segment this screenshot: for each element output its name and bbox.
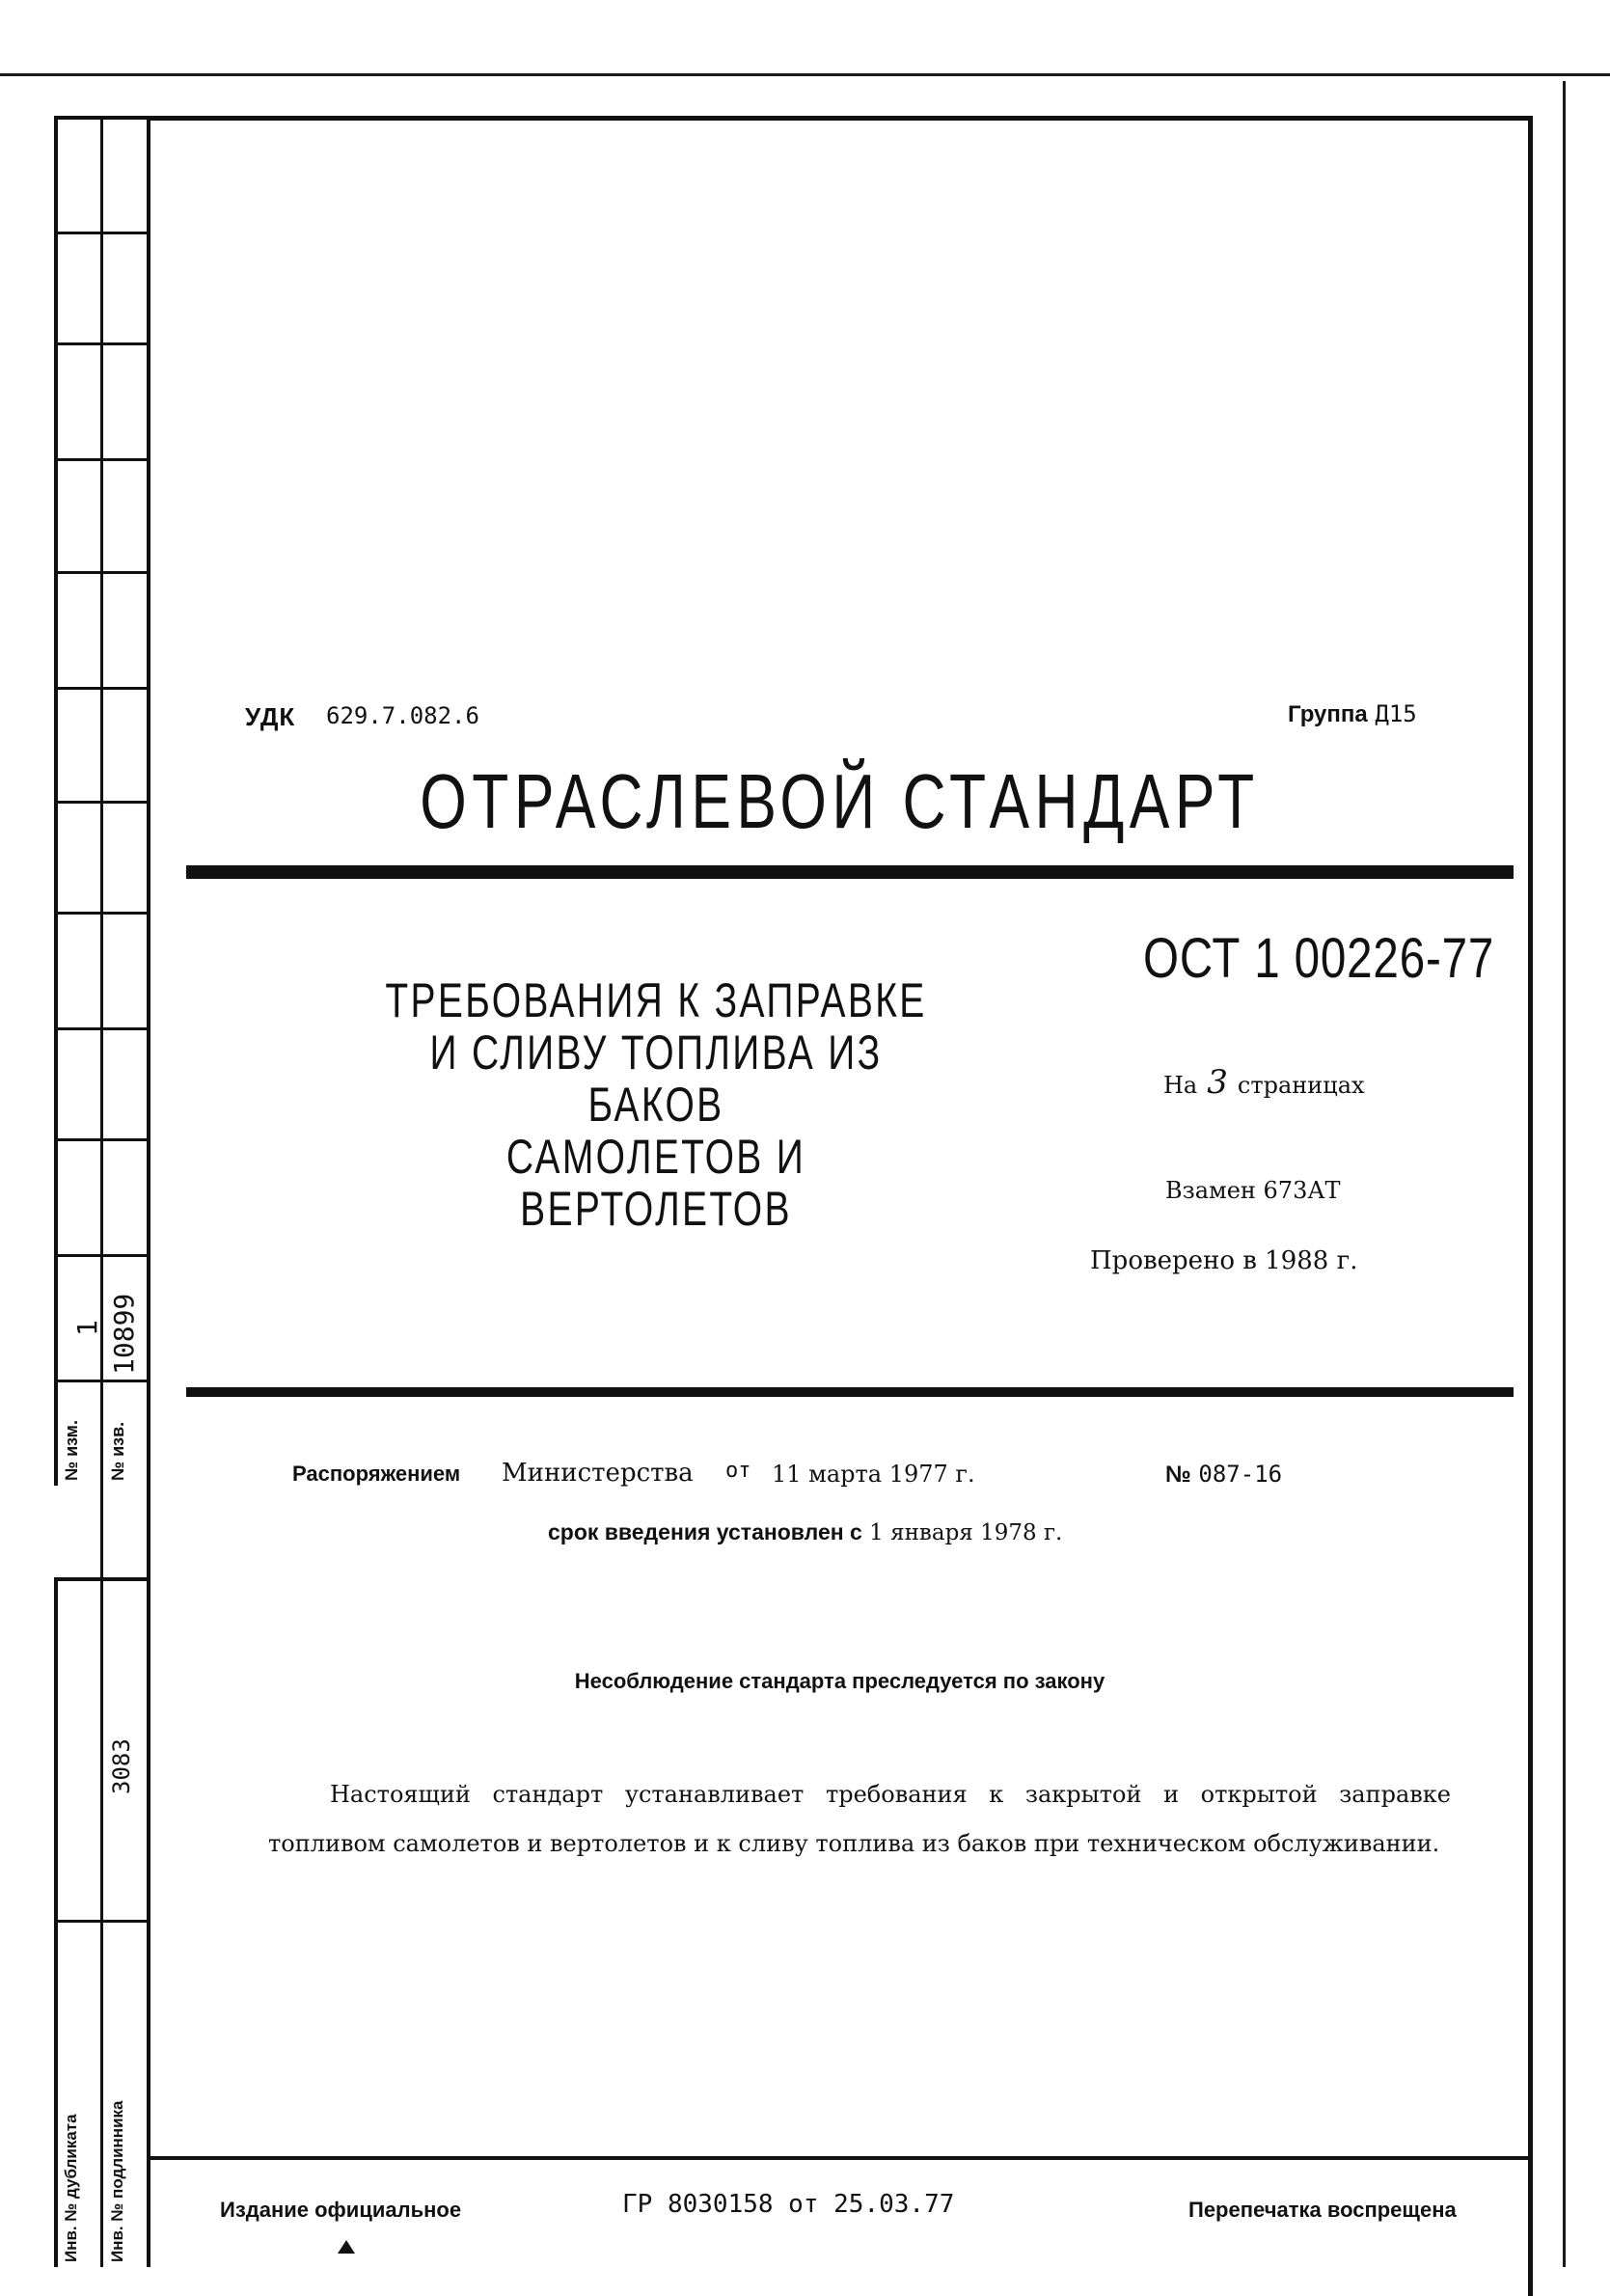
top-border-line (0, 73, 1610, 76)
original-label: Инв. № подлинника (108, 2100, 126, 2262)
effective-term (548, 1519, 1062, 1545)
bottom-rule (147, 2156, 1533, 2160)
udk-value: 629.7.082.6 (326, 702, 479, 729)
stamp-row-line (54, 1920, 147, 1923)
change-no-value: 1 (71, 1320, 103, 1336)
group-label: Группа (1288, 701, 1368, 727)
side-stamp-divider (100, 116, 103, 2267)
inv-no-value: 10899 (108, 1293, 140, 1375)
pages-suffix: страницах (1237, 1072, 1365, 1099)
body-paragraph: Настоящий стандарт устанавливает требования к закрытой и открытой заправке топливом самолетов и вертолетов и к сливу топлива из баков при техническом обслуживании. (268, 1781, 1451, 1857)
right-edge-line (1563, 81, 1566, 2267)
pages-count: 3 (1207, 1063, 1228, 1102)
stamp-row-line (54, 232, 147, 234)
thick-divider (186, 865, 1514, 879)
standard-title (370, 974, 942, 1235)
stamp-row-line (54, 571, 147, 574)
order-ministry: Министерства (502, 1459, 694, 1488)
order-number-label: № (1165, 1462, 1191, 1488)
order-date: 11 марта 1977 г. (772, 1461, 975, 1488)
standard-title-line: САМОЛЕТОВ И ВЕРТОЛЕТОВ (505, 1130, 806, 1236)
checked-note: Проверено в 1988 г. (1090, 1246, 1358, 1275)
stamp-row-line (54, 458, 147, 461)
inv-value-lower: 3083 (108, 1738, 135, 1794)
replaces-note: Взамен 673АТ (1165, 1177, 1341, 1204)
triangle-mark-icon (338, 2240, 355, 2254)
footer-official-edition: Издание официальное (220, 2198, 462, 2222)
group-value: Д15 (1375, 700, 1417, 727)
order-number (1165, 1461, 1282, 1489)
footer-reprint-prohibited: Перепечатка воспрещена (1188, 2198, 1457, 2222)
stamp-row-line (54, 1380, 147, 1382)
group-info (1288, 700, 1417, 728)
page-count (1163, 1063, 1365, 1102)
stamp-row-line (54, 1138, 147, 1141)
order-from: от (725, 1459, 751, 1483)
term-value: 1 января 1978 г. (869, 1520, 1063, 1545)
stamp-row-line (54, 1254, 147, 1257)
stamp-row-line (54, 687, 147, 690)
stamp-row-line (54, 1027, 147, 1030)
order-number-value: 087-16 (1198, 1461, 1283, 1488)
duplicate-label: Инв. № дубликата (62, 2114, 80, 2262)
term-label: срок введения установлен с (548, 1519, 862, 1544)
law-notice: Несоблюдение стандарта преследуется по закону (574, 1669, 1105, 1693)
footer-registration: ГР 8030158 от 25.03.77 (622, 2190, 955, 2219)
frame-left-line (147, 116, 150, 2267)
standard-title-line: ТРЕБОВАНИЯ К ЗАПРАВКЕ (385, 973, 927, 1027)
stamp-row-line (54, 342, 147, 345)
page-title: ОТРАСЛЕВОЙ СТАНДАРТ (420, 758, 1260, 844)
inv-no-label: № изв. (108, 1421, 127, 1481)
stamp-row-line (54, 801, 147, 804)
standard-title-line: И СЛИВУ ТОПЛИВА ИЗ БАКОВ (429, 1025, 883, 1132)
standard-code: ОСТ 1 00226-77 (1143, 927, 1495, 990)
change-no-label: № изм. (62, 1420, 81, 1481)
udk-label: УДК (245, 702, 296, 731)
pages-prefix: На (1163, 1072, 1198, 1099)
thick-divider (186, 1387, 1514, 1397)
order-label: Распоряжением (292, 1462, 461, 1486)
stamp-row-line (54, 912, 147, 915)
